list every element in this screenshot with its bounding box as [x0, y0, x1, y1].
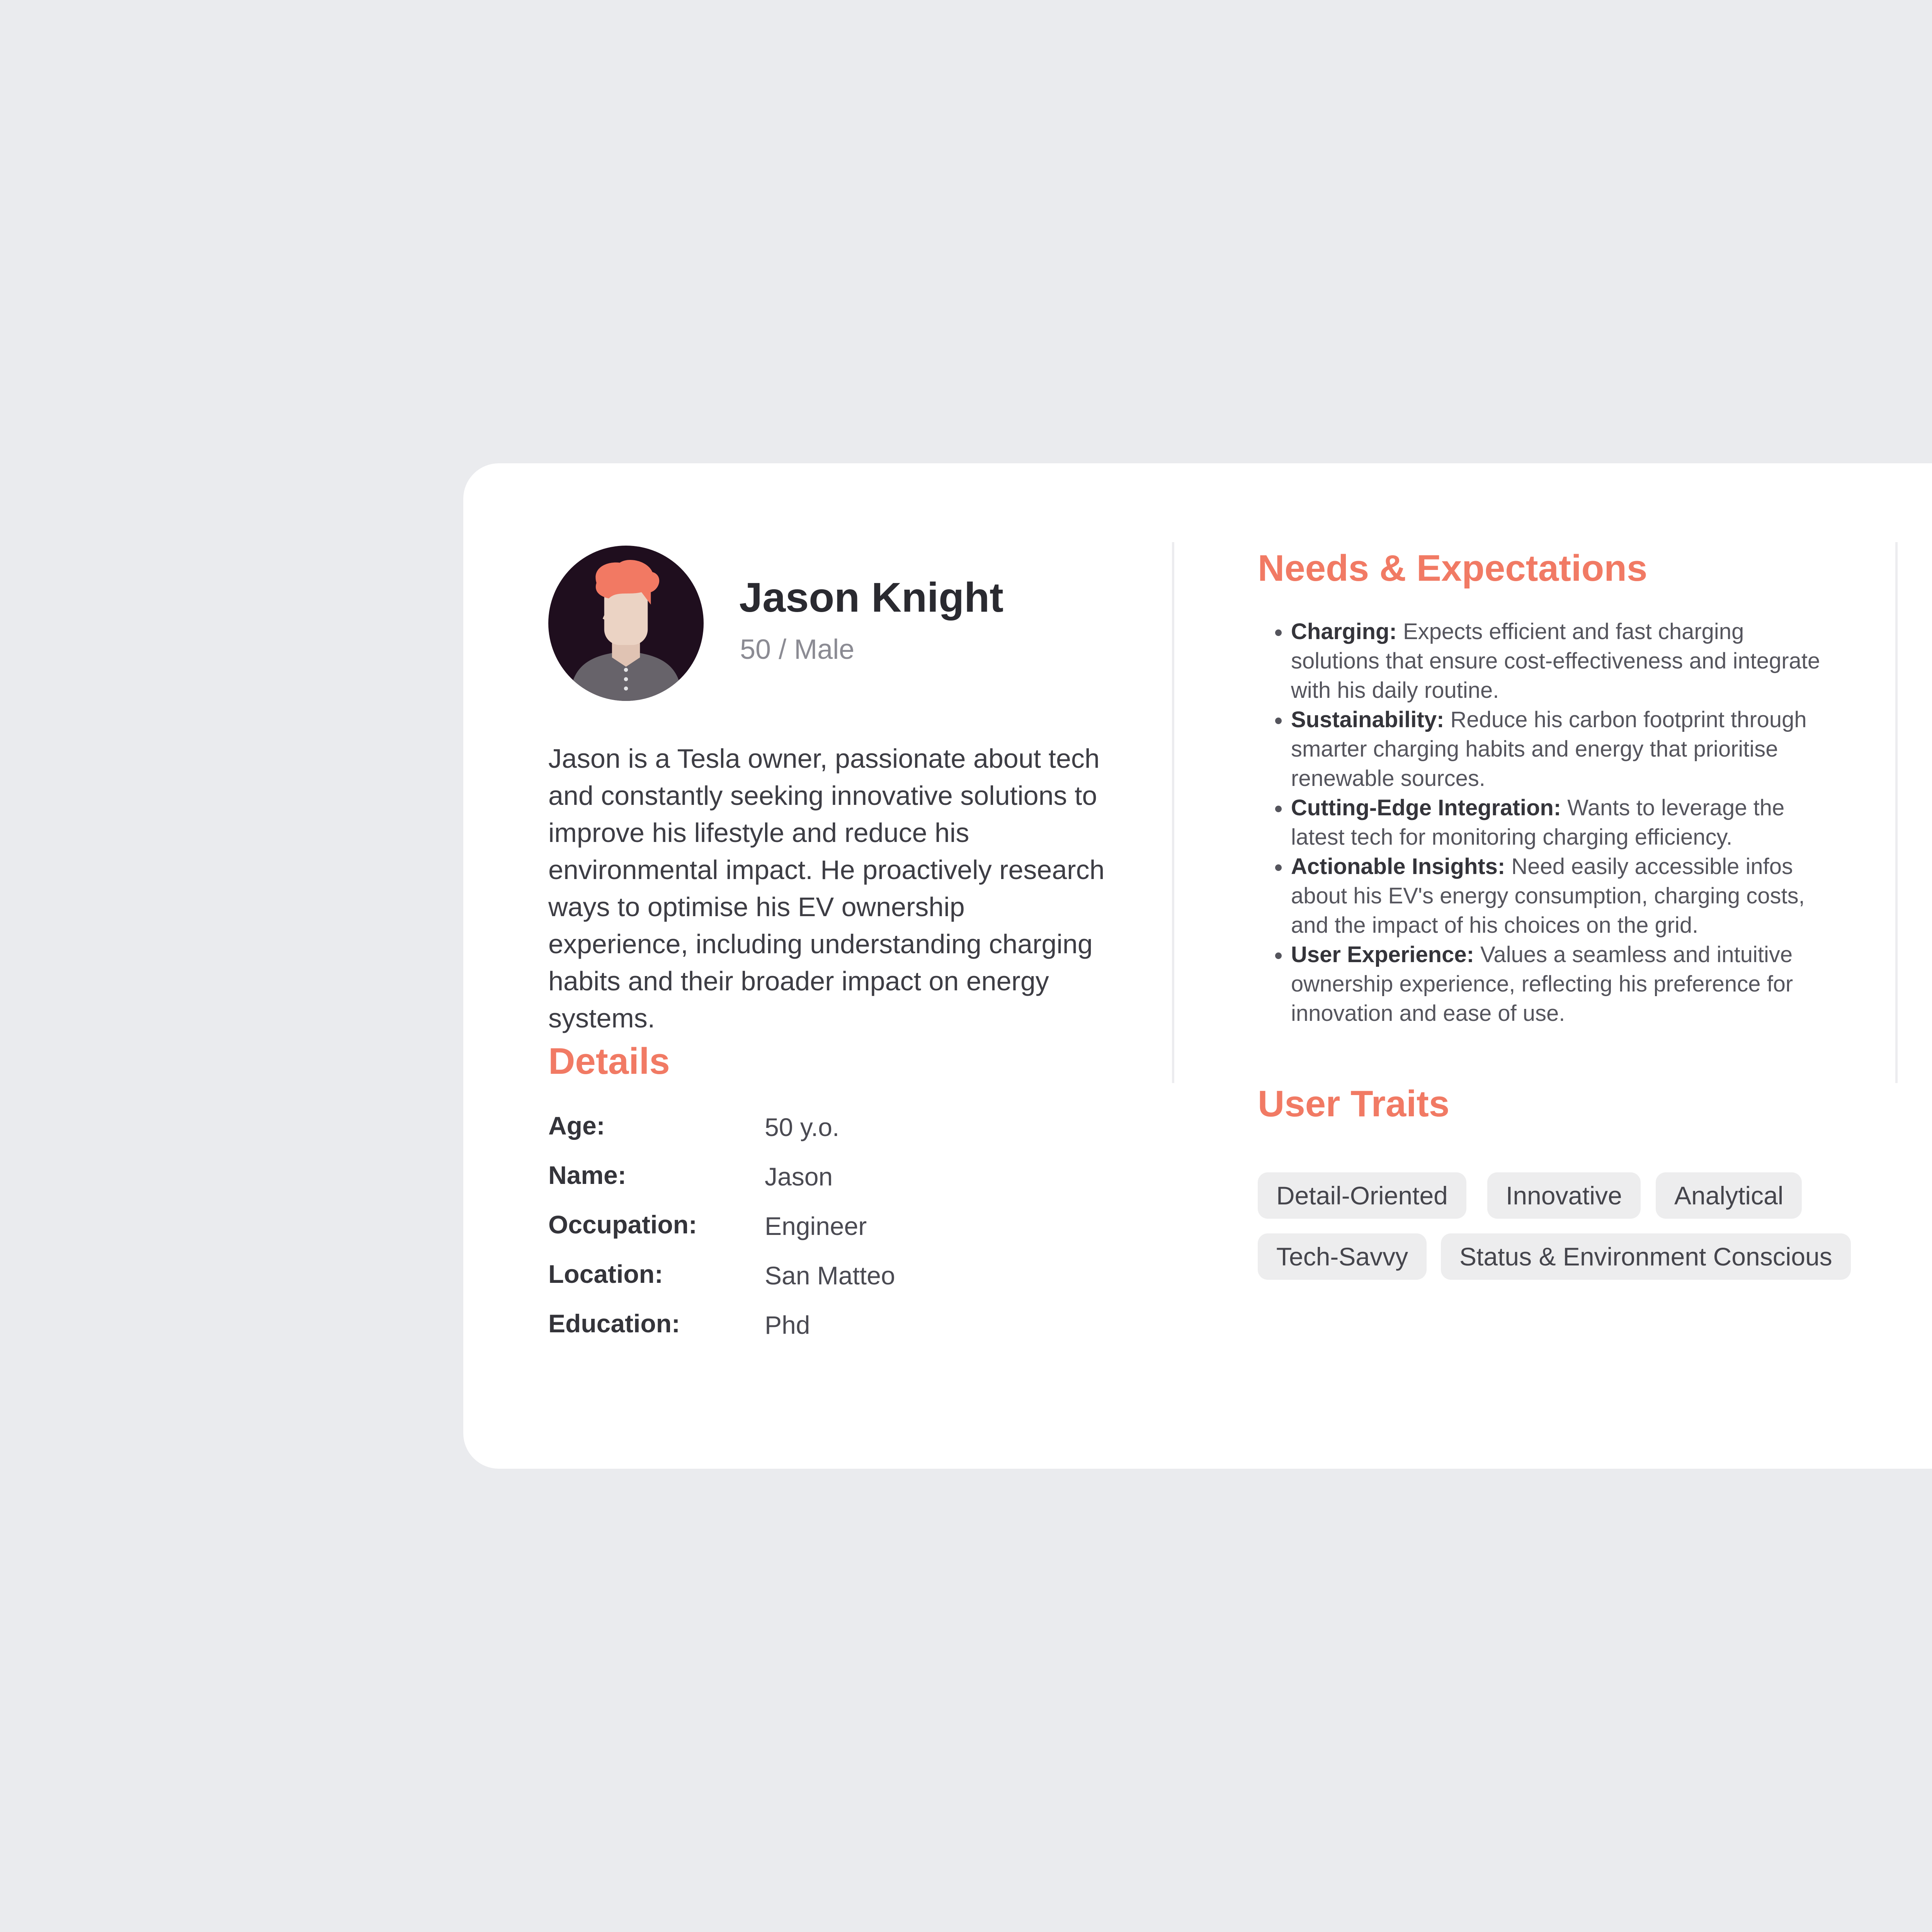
detail-row: [548, 1210, 1089, 1259]
list-item: [1291, 617, 1837, 705]
detail-row: [548, 1111, 1089, 1160]
item-text: Expects efficient and fast charging solutions that ensure cost-effectiveness and integrate with his daily routine.: [1291, 619, 1820, 703]
item-text: Wants to leverage the latest tech for monitoring charging efficiency.: [1291, 795, 1785, 850]
detail-label: Occupation:: [548, 1210, 697, 1239]
persona-name: Jason Knight: [739, 574, 1004, 621]
details-title: Details: [548, 1041, 670, 1082]
trait-tag: Analytical: [1656, 1172, 1802, 1219]
detail-value: San Matteo: [765, 1261, 895, 1290]
persona-age-gender: 50 / Male: [740, 634, 855, 665]
detail-row: [548, 1309, 1089, 1358]
needs-title: Needs & Expectations: [1258, 548, 1648, 589]
detail-row: [548, 1259, 1089, 1309]
person-avatar-icon: [548, 546, 704, 701]
item-text: Reduce his carbon footprint through smarter charging habits and energy that prioritise renewable sources.: [1291, 707, 1807, 791]
item-label: Actionable Insights:: [1291, 854, 1505, 879]
item-label: User Experience:: [1291, 942, 1474, 967]
detail-label: Age:: [548, 1111, 605, 1140]
detail-value: Phd: [765, 1311, 810, 1339]
detail-row: [548, 1160, 1089, 1210]
detail-label: Location:: [548, 1260, 663, 1288]
trait-tag: Tech-Savvy: [1258, 1233, 1427, 1280]
persona-bio: Jason is a Tesla owner, passionate about tech and constantly seeking innovative solutions to improve his lifestyle and reduce his environmental impact. He proactively research ways to optimise his EV ownership experience, including understanding charging habits and their broader impact on energy systems.: [548, 743, 1105, 1033]
persona-card: [463, 463, 1932, 1469]
column-divider: [1172, 542, 1174, 1083]
trait-tag: Status & Environment Conscious: [1441, 1233, 1851, 1280]
trait-tag: Innovative: [1487, 1172, 1641, 1219]
list-item: [1291, 852, 1837, 940]
needs-list: [1258, 617, 1837, 1028]
trait-tag: Detail-Oriented: [1258, 1172, 1466, 1219]
item-label: Cutting-Edge Integration:: [1291, 795, 1561, 820]
item-label: Charging:: [1291, 619, 1397, 644]
detail-label: Education:: [548, 1309, 680, 1338]
item-text: Need easily accessible infos about his EV's energy consumption, charging costs, and the impact of his choices on the grid.: [1291, 854, 1805, 938]
detail-value: Jason: [765, 1162, 833, 1191]
detail-label: Name:: [548, 1161, 626, 1189]
details-table: [548, 1111, 1089, 1358]
detail-value: 50 y.o.: [765, 1113, 840, 1141]
person-avatar-icon: [548, 546, 704, 701]
traits-title: User Traits: [1258, 1083, 1450, 1124]
column-divider: [1895, 542, 1898, 1083]
list-item: [1291, 793, 1837, 852]
item-label: Sustainability:: [1291, 707, 1444, 732]
list-item: [1291, 705, 1837, 793]
item-text: Values a seamless and intuitive ownership experience, reflecting his preference for innovation and ease of use.: [1291, 942, 1793, 1026]
list-item: [1291, 940, 1837, 1028]
detail-value: Engineer: [765, 1212, 867, 1240]
